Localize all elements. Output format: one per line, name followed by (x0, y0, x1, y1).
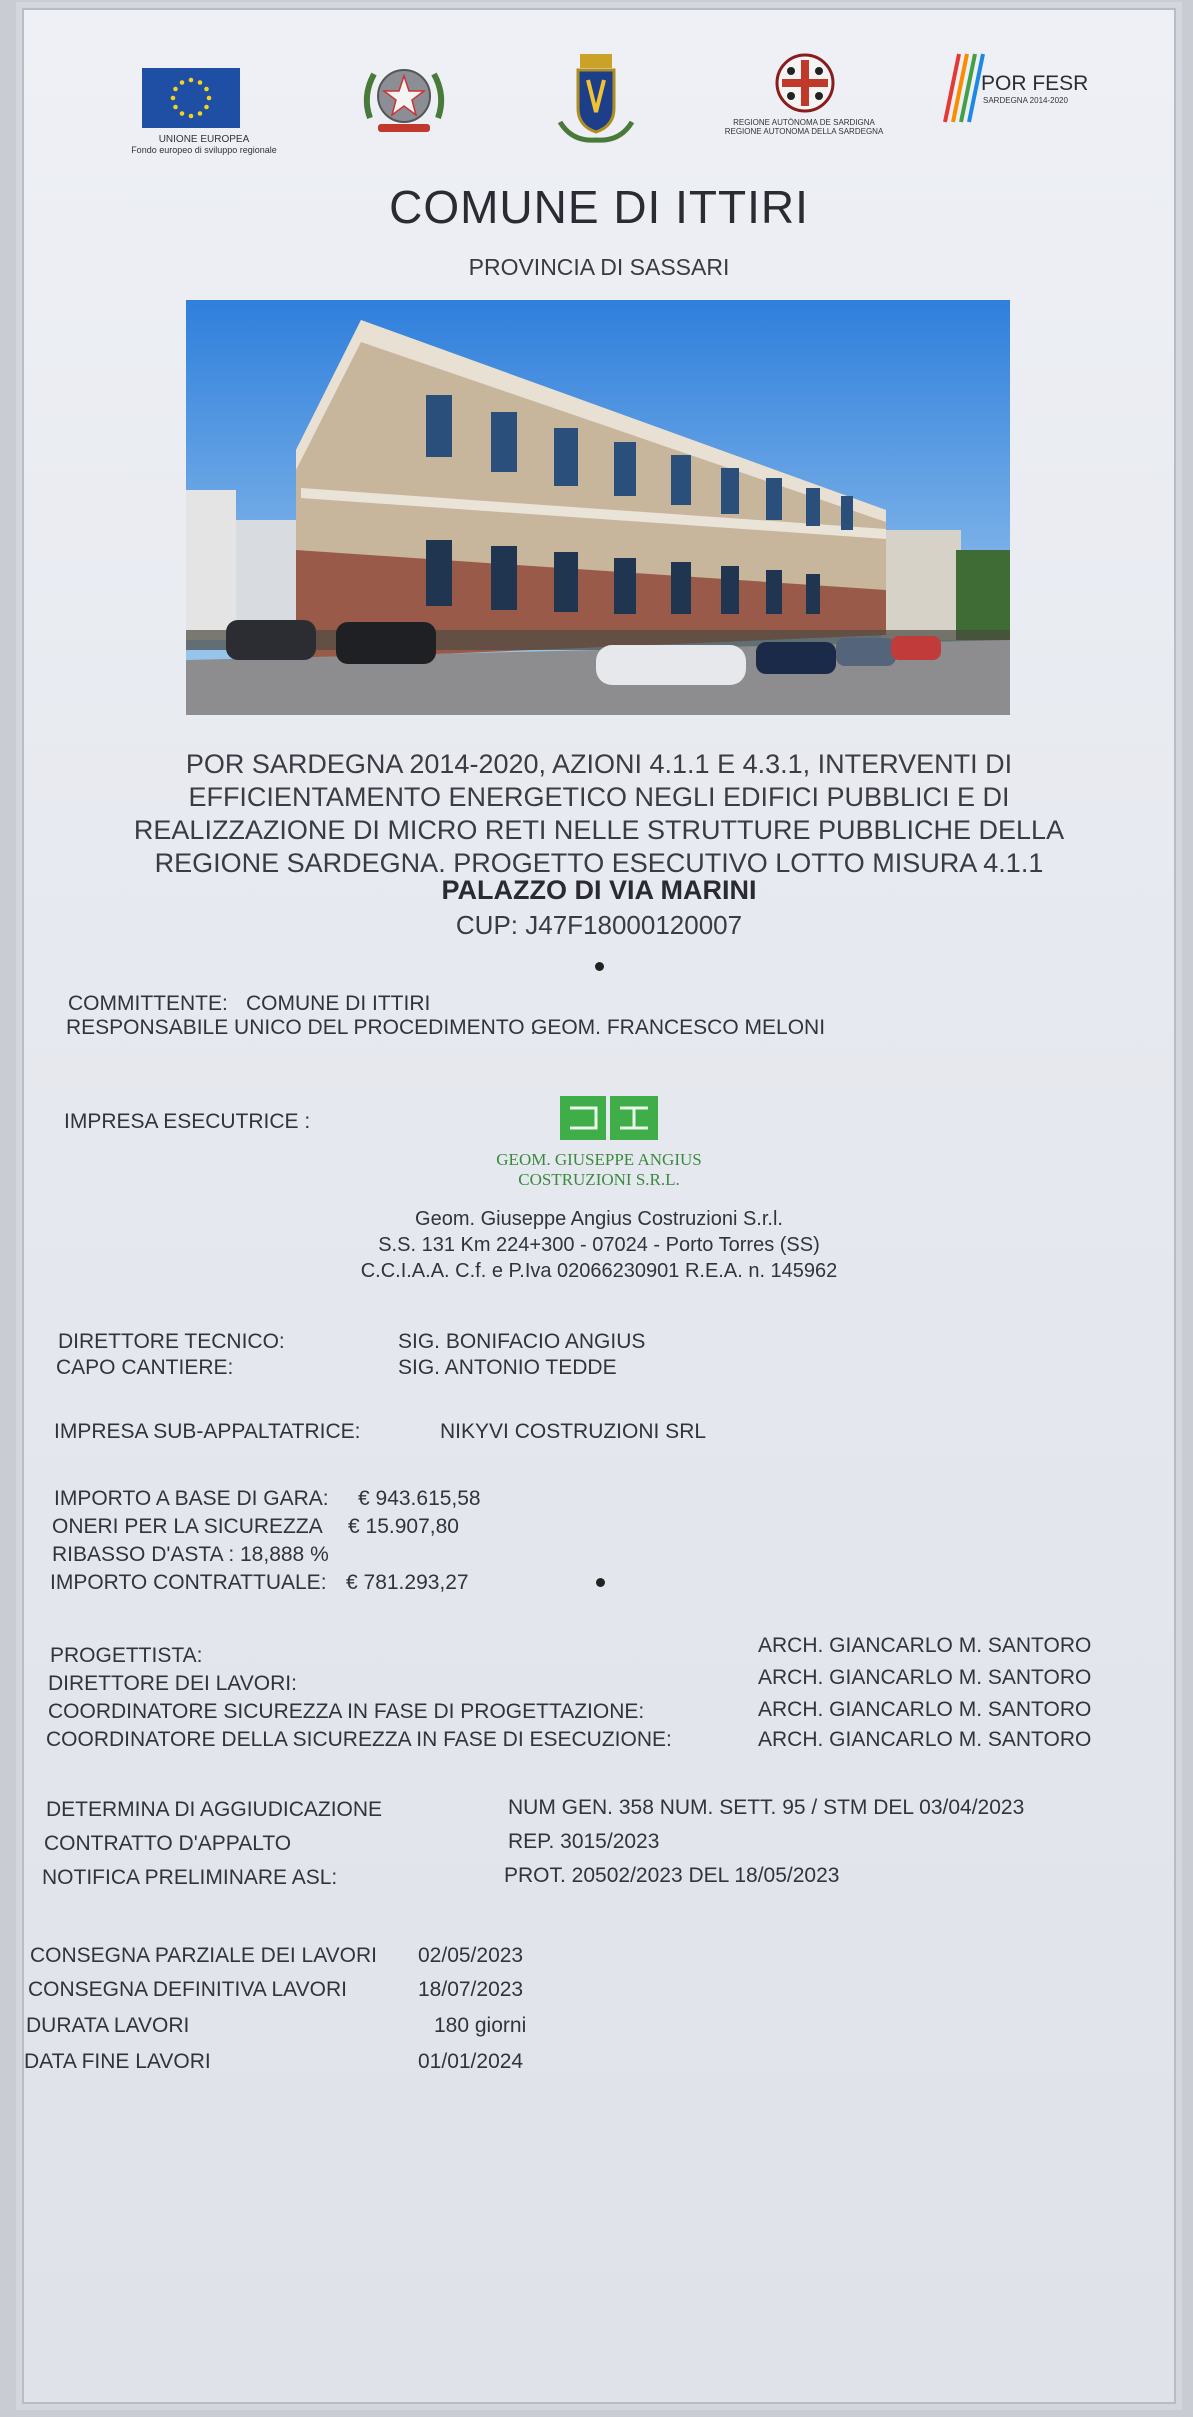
construction-sign-board (22, 8, 1176, 2404)
logo-row (24, 50, 1174, 160)
atto-value: PROT. 20502/2023 DEL 18/05/2023 (504, 1864, 840, 1887)
sardegna-caption (714, 118, 894, 136)
sardegna-line2: REGIONE AUTONOMA DELLA SARDEGNA (724, 127, 884, 136)
subappalto-value: NIKYVI COSTRUZIONI SRL (440, 1420, 707, 1443)
importo-contrattuale-label: IMPORTO CONTRATTUALE: (50, 1571, 327, 1594)
company-info-line: Geom. Giuseppe Angius Costruzioni S.r.l. (415, 1208, 783, 1230)
company-info-line: C.C.I.A.A. C.f. e P.Iva 02066230901 R.E.A. n. 145962 (360, 1260, 838, 1282)
tecnico-label: COORDINATORE DELLA SICUREZZA IN FASE DI ESECUZIONE: (46, 1728, 672, 1751)
rup-value: GEOM. FRANCESCO MELONI (531, 1016, 826, 1039)
page-title: COMUNE DI ITTIRI (389, 181, 809, 233)
angius-logo-icon (560, 1096, 658, 1140)
committente-value: COMUNE DI ITTIRI (246, 992, 431, 1015)
impresa-label: IMPRESA ESECUTRICE : (64, 1110, 311, 1133)
atto-label: CONTRATTO D'APPALTO (44, 1832, 292, 1855)
por-fesr-sub: SARDEGNA 2014-2020 (983, 96, 1068, 105)
tempo-label: CONSEGNA PARZIALE DEI LAVORI (30, 1944, 377, 1967)
tecnico-value: ARCH. GIANCARLO M. SANTORO (758, 1634, 1092, 1657)
tecnico-value: ARCH. GIANCARLO M. SANTORO (758, 1698, 1092, 1721)
tempo-label: DURATA LAVORI (26, 2014, 190, 2037)
company-logo-line1: GEOM. GIUSEPPE ANGIUS (496, 1150, 702, 1169)
tecnico-label: PROGETTISTA: (50, 1644, 203, 1667)
por-fesr-name: POR FESR (981, 72, 1089, 95)
company-logo-line2: COSTRUZIONI S.R.L. (518, 1170, 680, 1189)
tempo-label: DATA FINE LAVORI (24, 2050, 211, 2073)
direttore-tecnico-value: SIG. BONIFACIO ANGIUS (398, 1330, 646, 1353)
project-description (64, 748, 1134, 880)
description-line: POR SARDEGNA 2014-2020, AZIONI 4.1.1 E 4.3.1, INTERVENTI DI (185, 749, 1013, 779)
importo-contrattuale-value: € 781.293,27 (346, 1571, 469, 1594)
project-cup: CUP: J47F18000120007 (455, 910, 743, 940)
description-line: REALIZZAZIONE DI MICRO RETI NELLE STRUTTURE PUBBLICHE DELLA (133, 815, 1065, 845)
ribasso-text: RIBASSO D'ASTA : 18,888 % (52, 1543, 329, 1566)
screw-dot (596, 1578, 605, 1587)
importo-base-label: IMPORTO A BASE DI GARA: (54, 1487, 329, 1510)
tempo-value: 02/05/2023 (418, 1944, 524, 1967)
italian-republic-emblem-icon (358, 56, 450, 142)
regione-sardegna-emblem-icon (769, 52, 841, 114)
project-name: PALAZZO DI VIA MARINI (441, 875, 757, 905)
oneri-label: ONERI PER LA SICUREZZA (52, 1515, 323, 1538)
por-fesr-stripes-icon (939, 50, 987, 130)
committente-label: COMMITTENTE: (68, 992, 228, 1015)
eu-name: UNIONE EUROPEA (158, 134, 250, 145)
description-line: REGIONE SARDEGNA. PROGETTO ESECUTIVO LOTTO MISURA 4.1.1 (154, 848, 1044, 878)
tecnico-value: ARCH. GIANCARLO M. SANTORO (758, 1728, 1092, 1751)
eu-sub: Fondo europeo di sviluppo regionale (131, 145, 277, 155)
rup-label: RESPONSABILE UNICO DEL PROCEDIMENTO : (66, 1016, 537, 1039)
atto-label: NOTIFICA PRELIMINARE ASL: (42, 1866, 338, 1889)
company-info-line: S.S. 131 Km 224+300 - 07024 - Porto Torres (SS) (378, 1234, 820, 1256)
tempo-value: 180 giorni (434, 2014, 527, 2037)
company-logo-text (24, 1150, 1174, 1190)
por-fesr-logo (939, 50, 1099, 130)
comune-coat-of-arms-icon (552, 50, 640, 150)
atto-value: REP. 3015/2023 (508, 1830, 660, 1853)
subappalto-label: IMPRESA SUB-APPALTATRICE: (54, 1420, 361, 1443)
eu-flag-logo (142, 68, 240, 128)
sardegna-line1: REGIONE AUTÒNOMA DE SARDIGNA (733, 118, 875, 127)
tempo-value: 01/01/2024 (418, 2050, 524, 2073)
direttore-tecnico-label: DIRETTORE TECNICO: (58, 1330, 285, 1353)
tempo-value: 18/07/2023 (418, 1978, 524, 2001)
tecnico-label: DIRETTORE DEI LAVORI: (48, 1672, 297, 1695)
eu-caption (104, 134, 304, 156)
screw-dot (595, 962, 604, 971)
capo-cantiere-value: SIG. ANTONIO TEDDE (398, 1356, 617, 1379)
tempo-label: CONSEGNA DEFINITIVA LAVORI (28, 1978, 347, 2001)
description-line: EFFICIENTAMENTO ENERGETICO NEGLI EDIFICI PUBBLICI E DI (188, 782, 1010, 812)
oneri-value: € 15.907,80 (348, 1515, 459, 1538)
page-subtitle: PROVINCIA DI SASSARI (468, 254, 730, 280)
building-photo (186, 300, 1010, 715)
capo-cantiere-label: CAPO CANTIERE: (56, 1356, 234, 1379)
atto-value: NUM GEN. 358 NUM. SETT. 95 / STM DEL 03/04/2023 (508, 1796, 1025, 1819)
atto-label: DETERMINA DI AGGIUDICAZIONE (46, 1798, 383, 1821)
company-info (24, 1206, 1174, 1284)
importo-base-value: € 943.615,58 (358, 1487, 481, 1510)
tecnico-label: COORDINATORE SICUREZZA IN FASE DI PROGETTAZIONE: (48, 1700, 645, 1723)
tecnico-value: ARCH. GIANCARLO M. SANTORO (758, 1666, 1092, 1689)
